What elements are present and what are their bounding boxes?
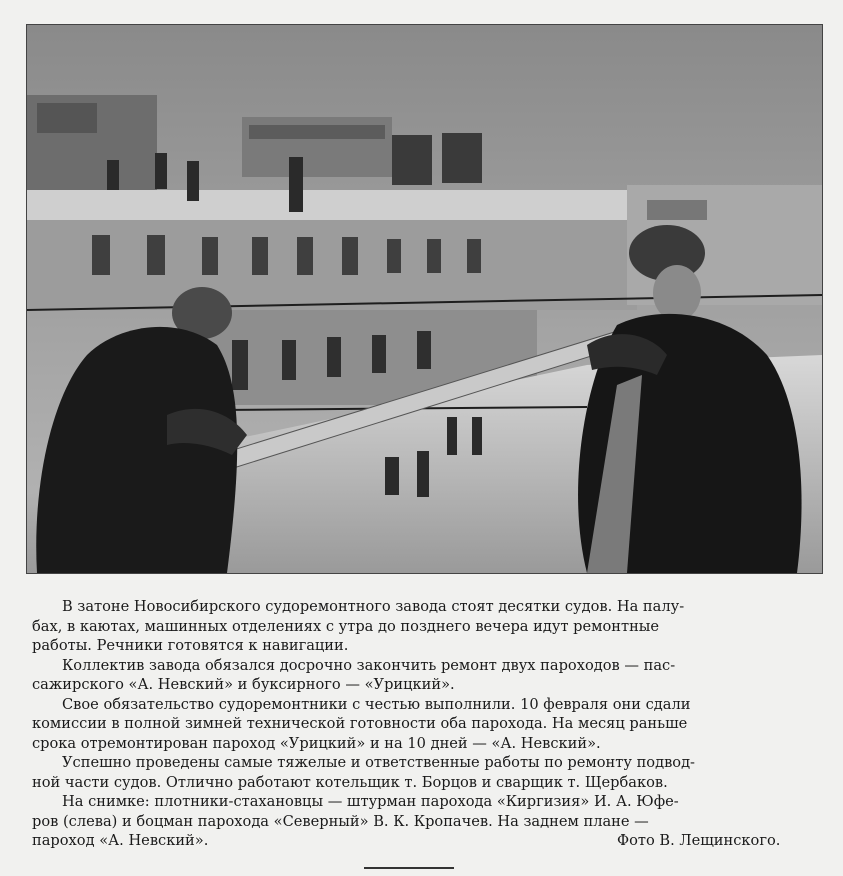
article-line: срока отремонтирован пароход «Урицкий» и на 10 дней — «А. Невский». [32,734,601,752]
article-line: Успешно проведены самые тяжелые и ответственные работы по ремонту подвод- [62,754,695,771]
photo-credit: Фото В. Лещинского. [617,832,781,849]
bottom-divider [364,867,454,869]
news-photo [26,24,823,574]
article-line: комиссии в полной зимней технической готовности оба парохода. На месяц раньше [32,715,688,732]
article-line: пароход «А. Невский». [32,832,209,849]
article-line: Коллектив завода обязался досрочно закончить ремонт двух пароходов — пас- [62,656,676,674]
article-line: Свое обязательство судоремонтники с честью выполнили. 10 февраля они сдали [62,695,691,713]
article-line: работы. Речники готовятся к навигации. [32,637,349,654]
article-text [32,597,838,851]
article-line: сажирского «А. Невский» и буксирного — «Урицкий». [32,676,455,693]
article-line: На снимке: плотники-стахановцы — штурман парохода «Киргизия» И. А. Юфе- [62,793,679,810]
article-line: ров (слева) и боцман парохода «Северный» В. К. Кропачев. На заднем плане — [32,812,649,830]
article-line: бах, в каютах, машинных отделениях с утра до позднего вечера идут ремонтные [32,617,660,635]
article-last-line [32,831,838,851]
article-line: В затоне Новосибирского судоремонтного завода стоят десятки судов. На палу- [62,598,685,615]
article-line: ной части судов. Отлично работают котельщик т. Борцов и сварщик т. Щербаков. [32,773,668,791]
